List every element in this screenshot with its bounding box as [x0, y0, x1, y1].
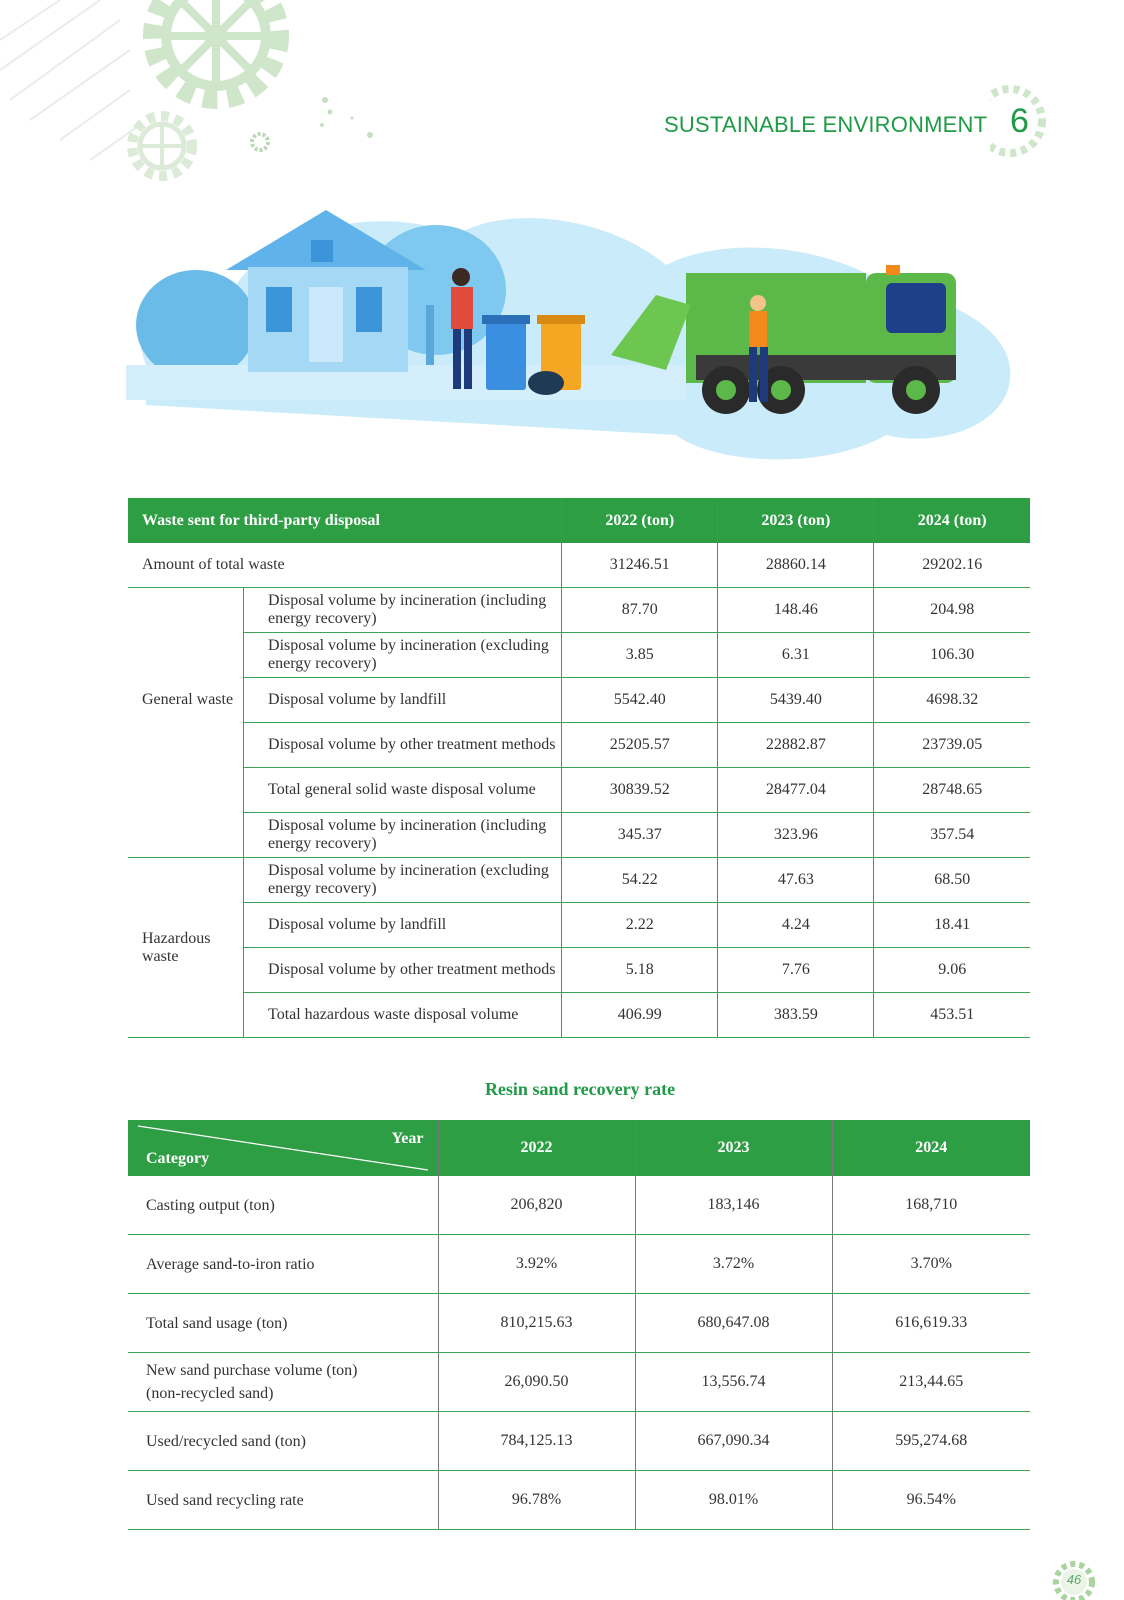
table-cell: 183,146	[635, 1176, 832, 1235]
table-cell: 2.22	[562, 903, 718, 948]
total-waste-label: Amount of total waste	[128, 543, 562, 588]
table-cell: 4698.32	[874, 678, 1030, 723]
row-label: Casting output (ton)	[128, 1176, 438, 1235]
table-row	[128, 1412, 1030, 1471]
row-label: Total general solid waste disposal volume	[244, 768, 562, 813]
table-cell: 7.76	[718, 948, 874, 993]
table-cell: 54.22	[562, 858, 718, 903]
table-cell: 47.63	[718, 858, 874, 903]
table-cell: 5439.40	[718, 678, 874, 723]
waste-header-2024: 2024 (ton)	[874, 498, 1030, 543]
table-row	[128, 633, 1030, 678]
large-gear-icon	[154, 0, 278, 98]
table-cell: 168,710	[832, 1176, 1030, 1235]
table-cell: 323.96	[718, 813, 874, 858]
table-cell: 96.78%	[438, 1471, 635, 1530]
table-cell: 106.30	[874, 633, 1030, 678]
table-row	[128, 723, 1030, 768]
table-row	[128, 1471, 1030, 1530]
resin-table-title: Resin sand recovery rate	[484, 1079, 676, 1099]
table-cell: 29202.16	[874, 543, 1030, 588]
table-cell: 206,820	[438, 1176, 635, 1235]
table-cell: 383.59	[718, 993, 874, 1038]
row-label: Disposal volume by incineration (excluding energy recovery)	[244, 858, 562, 903]
table-cell: 18.41	[874, 903, 1030, 948]
table-row	[128, 948, 1030, 993]
table-cell: 87.70	[562, 588, 718, 633]
waste-header-2022: 2022 (ton)	[562, 498, 718, 543]
waste-header-2023: 2023 (ton)	[718, 498, 874, 543]
table-row	[128, 813, 1030, 858]
decorative-gears	[0, 0, 400, 200]
table-row	[128, 768, 1030, 813]
table-cell: 30839.52	[562, 768, 718, 813]
header-category-label: Category	[146, 1150, 210, 1167]
table-cell: 4.24	[718, 903, 874, 948]
table-cell: 28748.65	[874, 768, 1030, 813]
waste-disposal-table	[128, 498, 1030, 1038]
table-cell: 204.98	[874, 588, 1030, 633]
row-label: Disposal volume by incineration (excluding energy recovery)	[244, 633, 562, 678]
table-cell: 6.31	[718, 633, 874, 678]
resin-header-2024: 2024	[832, 1120, 1030, 1176]
table-row	[128, 1294, 1030, 1353]
table-cell: 3.72%	[635, 1235, 832, 1294]
table-cell: 616,619.33	[832, 1294, 1030, 1353]
table-cell: 31246.51	[562, 543, 718, 588]
section-title: SUSTAINABLE ENVIRONMENT	[664, 112, 988, 137]
hazardous-waste-category: Hazardous waste	[128, 858, 244, 1038]
resin-sand-table	[128, 1120, 1030, 1530]
table-row	[128, 678, 1030, 723]
table-row	[128, 1176, 1030, 1235]
row-label: Average sand-to-iron ratio	[128, 1235, 438, 1294]
table-row	[128, 993, 1030, 1038]
table-cell: 453.51	[874, 993, 1030, 1038]
page-number: 46	[1066, 1572, 1082, 1587]
table-row	[128, 1235, 1030, 1294]
table-row	[128, 543, 1030, 588]
table-cell: 5542.40	[562, 678, 718, 723]
table-row	[128, 858, 1030, 903]
table-cell: 406.99	[562, 993, 718, 1038]
table-cell: 26,090.50	[438, 1353, 635, 1412]
table-cell: 25205.57	[562, 723, 718, 768]
row-label: Total sand usage (ton)	[128, 1294, 438, 1353]
table-cell: 9.06	[874, 948, 1030, 993]
general-waste-category: General waste	[142, 691, 234, 709]
table-cell: 3.85	[562, 633, 718, 678]
table-cell: 23739.05	[874, 723, 1030, 768]
row-label: Disposal volume by other treatment methods	[244, 948, 562, 993]
small-gear-icon	[132, 116, 192, 176]
table-row	[128, 588, 1030, 633]
table-cell: 98.01%	[635, 1471, 832, 1530]
row-label: Disposal volume by landfill	[244, 678, 562, 723]
row-label: Disposal volume by incineration (including energy recovery)	[244, 813, 562, 858]
table-cell: 680,647.08	[635, 1294, 832, 1353]
table-cell: 28477.04	[718, 768, 874, 813]
waste-header-label: Waste sent for third-party disposal	[128, 498, 562, 543]
row-label: Total hazardous waste disposal volume	[244, 993, 562, 1038]
tiny-gear-icon	[252, 134, 268, 150]
table-cell: 3.70%	[832, 1235, 1030, 1294]
waste-table-header	[128, 498, 1030, 543]
row-label: Disposal volume by other treatment methods	[244, 723, 562, 768]
diagonal-header-cell	[128, 1120, 438, 1176]
row-label: New sand purchase volume (ton) (non-recycled sand)	[128, 1353, 438, 1412]
row-label: Used sand recycling rate	[128, 1471, 438, 1530]
table-cell: 213,44.65	[832, 1353, 1030, 1412]
table-cell: 68.50	[874, 858, 1030, 903]
resin-table-header	[128, 1120, 1030, 1176]
row-label: Disposal volume by landfill	[244, 903, 562, 948]
table-row	[128, 1353, 1030, 1412]
table-cell: 345.37	[562, 813, 718, 858]
table-cell: 13,556.74	[635, 1353, 832, 1412]
table-cell: 148.46	[718, 588, 874, 633]
table-cell: 96.54%	[832, 1471, 1030, 1530]
row-label: Used/recycled sand (ton)	[128, 1412, 438, 1471]
section-number: 6	[1010, 102, 1029, 140]
header-year-label: Year	[391, 1130, 424, 1147]
table-row	[128, 903, 1030, 948]
resin-header-2022: 2022	[438, 1120, 635, 1176]
table-cell: 5.18	[562, 948, 718, 993]
resin-header-2023: 2023	[635, 1120, 832, 1176]
table-cell: 3.92%	[438, 1235, 635, 1294]
table-cell: 784,125.13	[438, 1412, 635, 1471]
row-label: Disposal volume by incineration (including energy recovery)	[244, 588, 562, 633]
table-cell: 28860.14	[718, 543, 874, 588]
table-cell: 357.54	[874, 813, 1030, 858]
table-cell: 667,090.34	[635, 1412, 832, 1471]
table-cell: 810,215.63	[438, 1294, 635, 1353]
waste-collection-illustration	[126, 195, 1026, 470]
table-cell: 22882.87	[718, 723, 874, 768]
table-cell: 595,274.68	[832, 1412, 1030, 1471]
